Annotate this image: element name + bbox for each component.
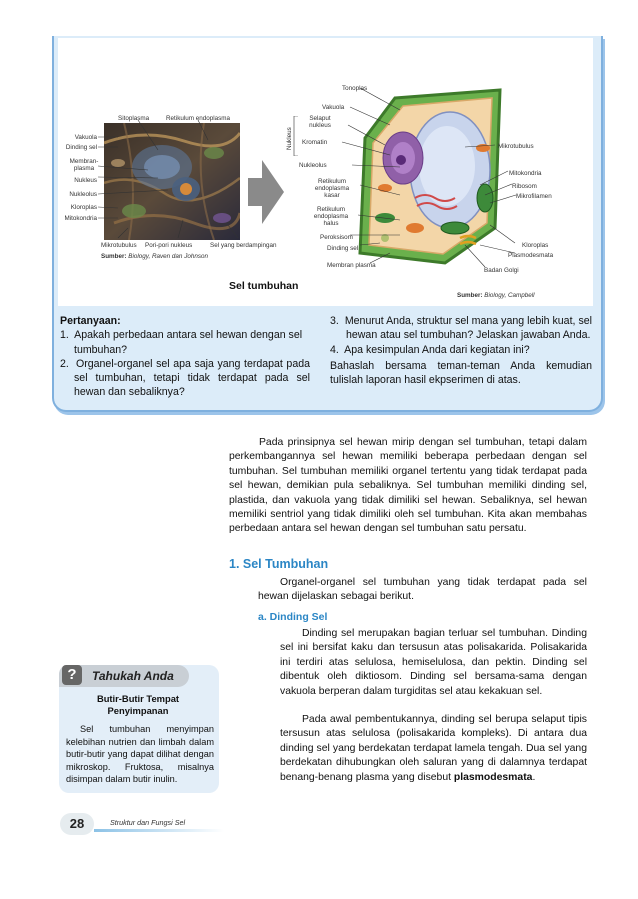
arrow-icon (248, 160, 284, 224)
question-1: 1. Apakah perbedaan antara sel hewan dengan sel tumbuhan? (60, 329, 303, 356)
label-selaput-nukleus: Selaput nukleus (309, 115, 331, 129)
label-mikrofilamen: Mikrofilamen (516, 193, 552, 200)
questions-heading: Pertanyaan: (60, 315, 121, 327)
label-membran-plasma-right: Membran plasma (327, 262, 376, 269)
section-intro: Organel-organel sel tumbuhan yang tidak terdapat pada sel hewan dijelaskan sebagai berikut. (258, 577, 587, 603)
label-badan-golgi: Badan Golgi (484, 267, 519, 274)
questions-closing: Bahaslah bersama teman-teman Anda kemudian tulislah laporan hasil ekpserimen di atas. (330, 359, 592, 387)
label-retikulum-endoplasma: Retikulum endoplasma (166, 115, 231, 122)
label-mitokondria-right: Mitokondria (509, 170, 542, 177)
label-kloroplas: Kloroplas (70, 204, 97, 211)
footer-book-title: Struktur dan Fungsi Sel (110, 818, 186, 827)
sidebar-text: Sel tumbuhan menyimpan kelebihan nutrien dan limbah dalam butir-butir yang dapat dilihat dengan mikroskop. Fruktosa, misalnya disimpan dalam butir inulin. (66, 724, 214, 784)
label-kloroplas-right: Kloroplas (522, 242, 549, 249)
paragraph-dinding-sel-1: Dinding sel merupakan bagian terluar sel tumbuhan. Dinding sel ini bersifat kaku dan tersusun atas polisakarida. Polisakarida ini terdiri atas selulosa, hemiselulosa, dan pektin. Dinding sel dibentuk oleh diktiosom. Dinding sel bersama-sama dengan vakuola berperan dalam turgiditas sel atau kekakuan sel. (280, 628, 587, 697)
label-sel-berdampingan: Sel yang berdampingan (210, 242, 277, 249)
left-source: Sumber: Biology, Raven dan Johnson (101, 253, 208, 260)
label-ribosom: Ribosom (512, 183, 537, 190)
question-4: 4. Apa kesimpulan Anda dari kegiatan ini? (330, 343, 530, 356)
figure-caption: Sel tumbuhan (229, 280, 299, 292)
label-nukleus: Nukleus (74, 177, 97, 184)
questions-left (60, 314, 310, 400)
questions-right (330, 314, 592, 387)
footer-rule (94, 829, 224, 832)
label-membran-plasma: Membran- plasma (69, 158, 99, 172)
right-source: Sumber: Biology, Campbell (457, 292, 535, 299)
label-re-halus: Retikulum endoplasma halus (313, 206, 349, 227)
label-mitokondria: Mitokondria (64, 215, 97, 222)
section-heading: 1. Sel Tumbuhan (229, 557, 329, 571)
label-sitoplasma: Sitoplasma (118, 115, 150, 122)
label-kromatin: Kromatin (302, 139, 328, 146)
label-tonoplas: Tonoplas (342, 85, 368, 92)
label-dinding-sel: Dinding sel (65, 144, 97, 151)
nukleus-bracket (293, 116, 299, 156)
label-plasmodesmata: Plasmodesmata (508, 252, 554, 259)
sidebar-subtitle: Butir-Butir Tempat Penyimpanan (96, 693, 180, 716)
label-pori-pori-nukleus: Pori-pori nukleus (145, 242, 193, 249)
paragraph-dinding-sel-2: Pada awal pembentukannya, dinding sel berupa selaput tipis tersusun atas selulosa (polisakarida kompleks). Di antara dua dinding sel yang berdekatan terdapat lamela tengah. Dua sel yang berdekatan dihubungkan oleh saluran yang di dalamnya terdapat benang-benang plasma yang disebut plasmodesmata. (280, 714, 587, 783)
sidebar-title: Tahukah Anda (92, 669, 174, 683)
label-nukleolus: Nukleolus (69, 191, 97, 198)
label-vakuola: Vakuola (74, 134, 97, 141)
label-peroksisom: Peroksisom (320, 234, 353, 241)
label-mikrotubulus-right: Mikrotubulus (498, 143, 534, 150)
question-3: 3. Menurut Anda, struktur sel mana yang lebih kuat, sel hewan atau sel tumbuhan? Jelaskan jawaban Anda. (330, 315, 593, 342)
intro-paragraph: Pada prinsipnya sel hewan mirip dengan sel tumbuhan, tetapi dalam perkembangannya sel hewan memiliki beberapa perbedaan dengan sel tumbuhan. Sel tumbuhan memiliki organel tertentu yang tidak terdapat pada sel hewan, demikian pula sebaliknya. Sel tumbuhan memiliki dinding sel, plastida, dan vakuola yang tidak dimiliki sel hewan. Sebaliknya, sel hewan memiliki sentriol yang tidak dimiliki oleh sel tumbuhan. Kita akan membahas perbedaan antara sel hewan dengan sel tumbuhan satu persatu. (229, 437, 587, 535)
subsection-heading: a. Dinding Sel (258, 611, 328, 623)
label-re-kasar: Retikulum endoplasma kasar (314, 178, 350, 199)
label-dinding-sel-right: Dinding sel (327, 245, 359, 252)
label-nukleolus-right: Nukleolus (299, 162, 327, 169)
label-vakuola-right: Vakuola (322, 104, 345, 111)
question-2: 2. Organel-organel sel apa saja yang terdapat pada sel tumbuhan, tetapi tidak terdapat pada sel hewan dan sebaliknya? (60, 357, 311, 399)
page-number: 28 (60, 813, 94, 835)
label-nukleus-bracket: Nukleus (286, 127, 293, 150)
label-mikrotubulus: Mikrotubulus (101, 242, 137, 249)
question-icon: ? (62, 665, 82, 685)
